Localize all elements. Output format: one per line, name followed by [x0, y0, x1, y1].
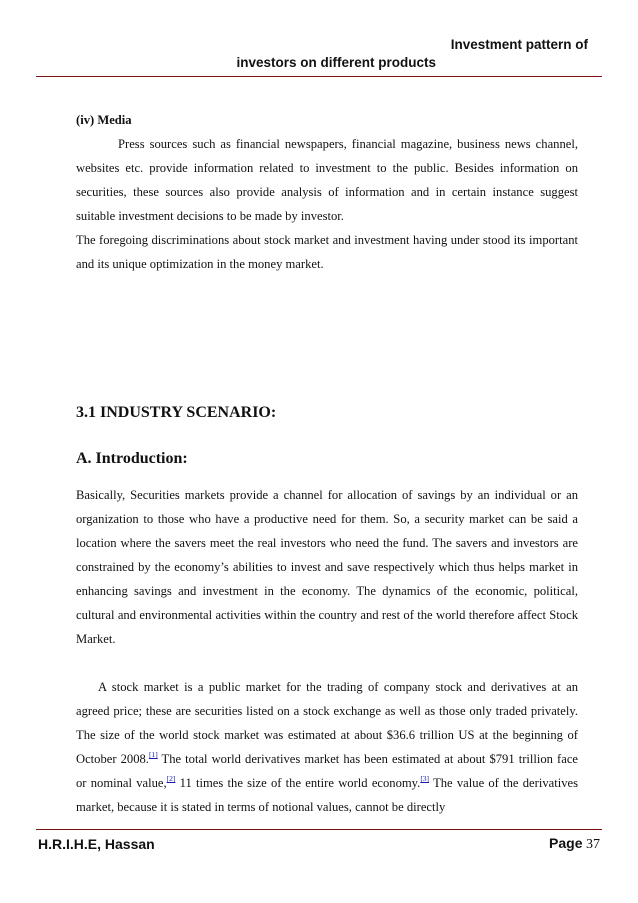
spacer: [76, 471, 578, 483]
reference-link-1[interactable]: [1]: [148, 750, 158, 759]
footer-page: [549, 835, 600, 853]
page-body: [76, 108, 578, 819]
running-header: [60, 36, 588, 72]
section-subtitle: A. Introduction:: [76, 450, 188, 467]
reference-link-2[interactable]: [2]: [166, 774, 176, 783]
header-line-2: investors on different products: [236, 55, 436, 70]
stock-market-paragraph: [76, 675, 578, 819]
paragraph-text: A stock market is a public market for the trading of company stock and derivatives at an agreed price; these are securities listed on a stock exchange as well as those only traded privately. The size of the world stock market was estimated at about $36.6 trillion US at the beginning of October 2008.: [76, 680, 578, 766]
page-label: Page: [549, 835, 583, 851]
reference-link-3[interactable]: [3]: [420, 774, 430, 783]
spacer: [76, 425, 578, 447]
paragraph-text: The value of the derivatives market, because it is stated in terms of notional values, cannot be directly: [76, 776, 578, 814]
media-heading: (iv) Media: [76, 113, 132, 127]
section-title: 3.1 INDUSTRY SCENARIO:: [76, 404, 277, 421]
footer-institution: H.R.I.H.E, Hassan: [38, 836, 155, 852]
spacer: [76, 651, 578, 675]
page-number: 37: [586, 837, 600, 852]
header-rule: [36, 76, 602, 77]
header-line-1: Investment pattern of: [450, 37, 588, 52]
foregoing-paragraph: The foregoing discriminations about stock market and investment having under stood its important and its unique optimization in the money market.: [76, 233, 578, 271]
footer-rule: [36, 829, 602, 830]
media-paragraph: Press sources such as financial newspapers, financial magazine, business news channel, websites etc. provide information related to investment to the public. Besides information on securities, these sources also provide analysis of information and in certain instance suggest suitable investment decisions to be made by investor.: [76, 137, 578, 223]
paragraph-text: The total world derivatives market has been estimated at about $791 trillion face or nominal value,: [76, 752, 578, 790]
spacer: [76, 276, 578, 401]
intro-paragraph: Basically, Securities markets provide a channel for allocation of savings by an individual or an organization to those who have a productive need for them. So, a security market can be said a location where the savers meet the real investors who need the fund. The savers and investors are constrained by the economy’s abilities to invest and save respectively which thus helps market in enhancing savings and investment in the economy. The dynamics of the economic, political, cultural and environmental activities within the country and rest of the world therefore affect Stock Market.: [76, 488, 578, 646]
paragraph-text: 11 times the size of the entire world economy.: [175, 776, 421, 790]
